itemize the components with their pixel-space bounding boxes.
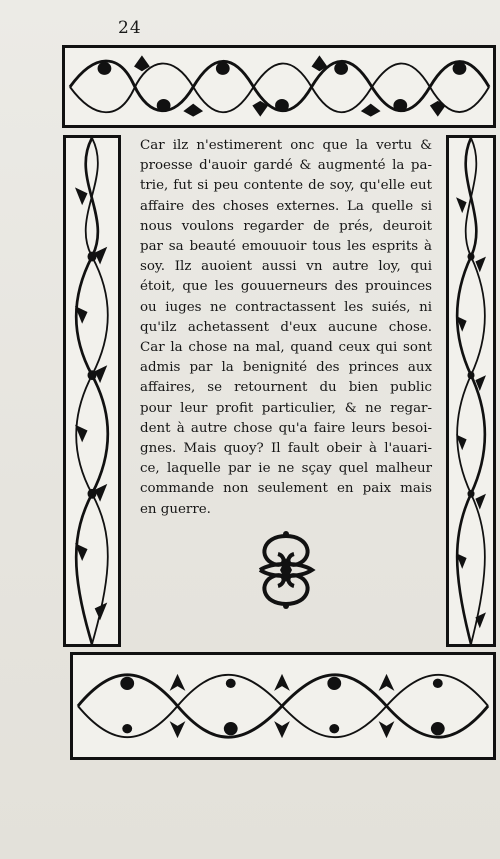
left-ornamental-border <box>63 135 121 647</box>
text-line: admis par la benignité des princes aux <box>140 360 432 376</box>
text-line: proesse d'auoir gardé & augmenté la pa- <box>140 158 432 174</box>
right-ornamental-border <box>446 135 496 647</box>
text-line: gnes. Mais quoy? Il fault obeir à l'auari- <box>140 441 432 457</box>
bottom-ornamental-border <box>70 652 496 760</box>
text-line: par sa beauté emouuoir tous les esprits à <box>140 239 432 255</box>
page-number: 24 <box>118 18 142 38</box>
fleur-de-lis-arabesque-icon <box>73 655 493 757</box>
top-ornamental-border <box>62 45 496 128</box>
text-line: ou iuges ne contractassent les suiés, ni <box>140 299 432 315</box>
text-line: nous voulons regarder de prés, deuroit <box>140 218 432 234</box>
text-line: trie, fut si peu contente de soy, qu'elle eut <box>140 178 432 194</box>
text-line: qu'ilz achetassent d'eux aucune chose. <box>140 319 432 335</box>
text-line: en guerre. <box>140 501 211 517</box>
text-line: commande non seulement en paix mais <box>140 481 432 497</box>
text-line: affaire des choses externes. La quelle si <box>140 198 432 214</box>
text-line: affaires, se retournent du bien public <box>140 380 432 396</box>
text-line: soy. Ilz auoient aussi vn autre loy, qui <box>140 259 432 275</box>
text-line: étoit, que les gouuerneurs des prouinces <box>140 279 432 295</box>
body-text <box>140 136 432 520</box>
text-line: Car la chose na mal, quand ceux qui sont <box>140 340 432 356</box>
fleuron-ornament-icon <box>252 528 320 612</box>
text-line: dent à autre chose qu'a faire leurs besoi- <box>140 420 432 436</box>
text-line: Car ilz n'estimerent onc que la vertu & <box>140 138 432 153</box>
vertical-foliage-icon <box>449 138 493 644</box>
arabesque-vine-icon <box>65 48 493 125</box>
text-line: pour leur profit particulier, & ne regar- <box>140 400 432 416</box>
text-line: ce, laquelle par ie ne sçay quel malheur <box>140 461 432 477</box>
vertical-foliage-icon <box>66 138 118 644</box>
